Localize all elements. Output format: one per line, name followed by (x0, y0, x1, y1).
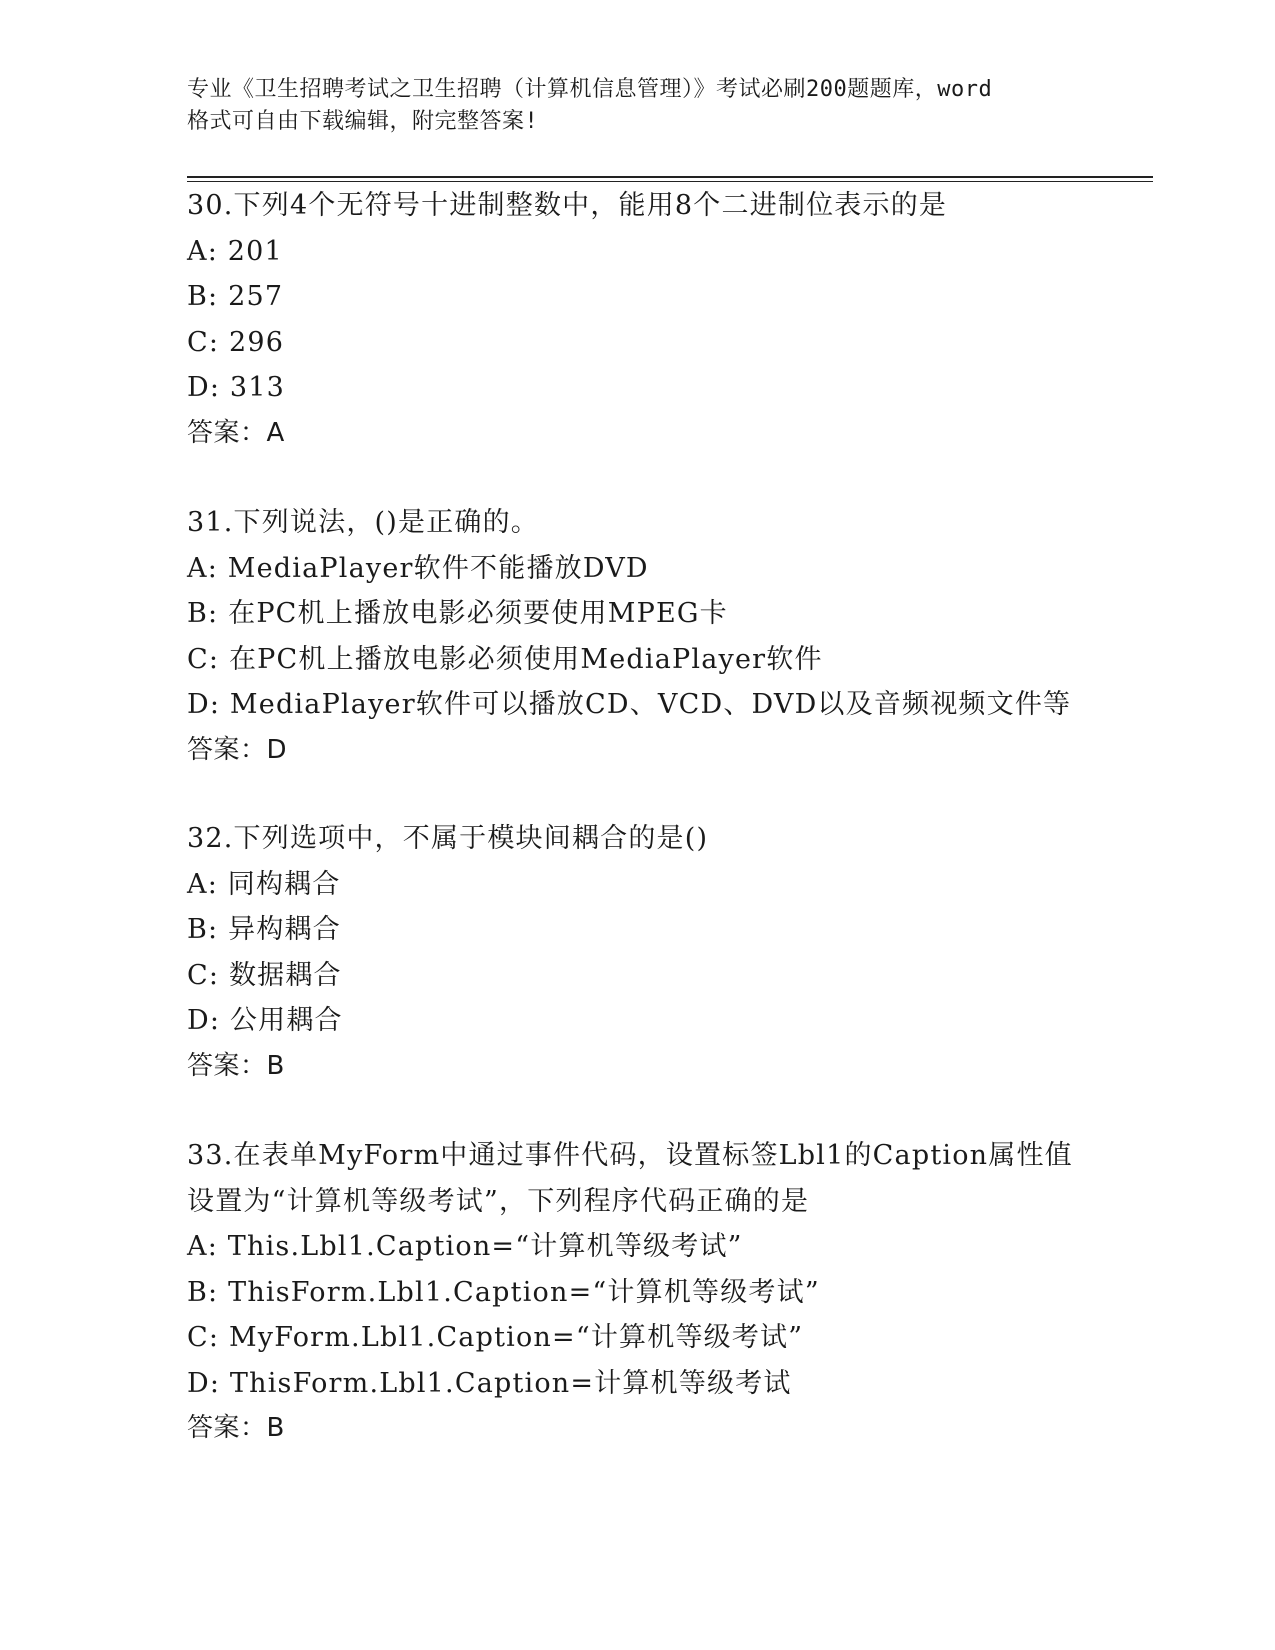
option-a: A: This.Lbl1.Caption=“计算机等级考试” (187, 1231, 743, 1262)
header-line-1: 专业《卫生招聘考试之卫生招聘（计算机信息管理）》考试必刷200题题库，word (187, 77, 993, 102)
question-stem: 31.下列说法，()是正确的。 (187, 507, 540, 538)
document-header (187, 74, 1087, 138)
answer-line: 答案：B (187, 1050, 285, 1081)
option-d: D: 公用耦合 (187, 1005, 343, 1036)
option-c: C: 在PC机上播放电影必须使用MediaPlayer软件 (187, 643, 823, 675)
question-stem-line-1: 33.在表单MyForm中通过事件代码，设置标签Lbl1的Caption属性值 (187, 1140, 1073, 1171)
question-block-31 (187, 500, 1167, 773)
header-divider-thin (187, 181, 1153, 182)
option-b: B: 在PC机上播放电影必须要使用MPEG卡 (187, 598, 728, 629)
option-d: D: 313 (187, 372, 286, 403)
answer-line: 答案：A (187, 417, 285, 448)
option-d: D: ThisForm.Lbl1.Caption=计算机等级考试 (187, 1367, 792, 1399)
answer-line: 答案：B (187, 1413, 285, 1443)
option-a: A: 同构耦合 (187, 868, 341, 900)
question-stem-line-2: 设置为“计算机等级考试”，下列程序代码正确的是 (187, 1185, 810, 1217)
header-line-2: 格式可自由下载编辑，附完整答案! (187, 109, 539, 134)
answer-line: 答案：D (187, 734, 288, 765)
option-a: A: 201 (187, 235, 283, 267)
header-divider-thick (187, 176, 1153, 178)
option-c: C: 296 (187, 326, 285, 358)
question-block-30 (187, 183, 1167, 456)
question-block-33 (187, 1133, 1167, 1452)
question-stem: 32.下列选项中，不属于模块间耦合的是() (187, 823, 709, 854)
option-b: B: 异构耦合 (187, 914, 341, 945)
option-b: B: 257 (187, 281, 284, 312)
option-a: A: MediaPlayer软件不能播放DVD (187, 552, 649, 584)
option-c: C: 数据耦合 (187, 959, 342, 991)
option-d: D: MediaPlayer软件可以播放CD、VCD、DVD以及音频视频文件等 (187, 689, 1072, 720)
option-b: B: ThisForm.Lbl1.Caption=“计算机等级考试” (187, 1276, 820, 1308)
option-c: C: MyForm.Lbl1.Caption=“计算机等级考试” (187, 1322, 804, 1353)
question-stem: 30.下列4个无符号十进制整数中，能用8个二进制位表示的是 (187, 190, 948, 221)
question-block-32 (187, 816, 1167, 1089)
